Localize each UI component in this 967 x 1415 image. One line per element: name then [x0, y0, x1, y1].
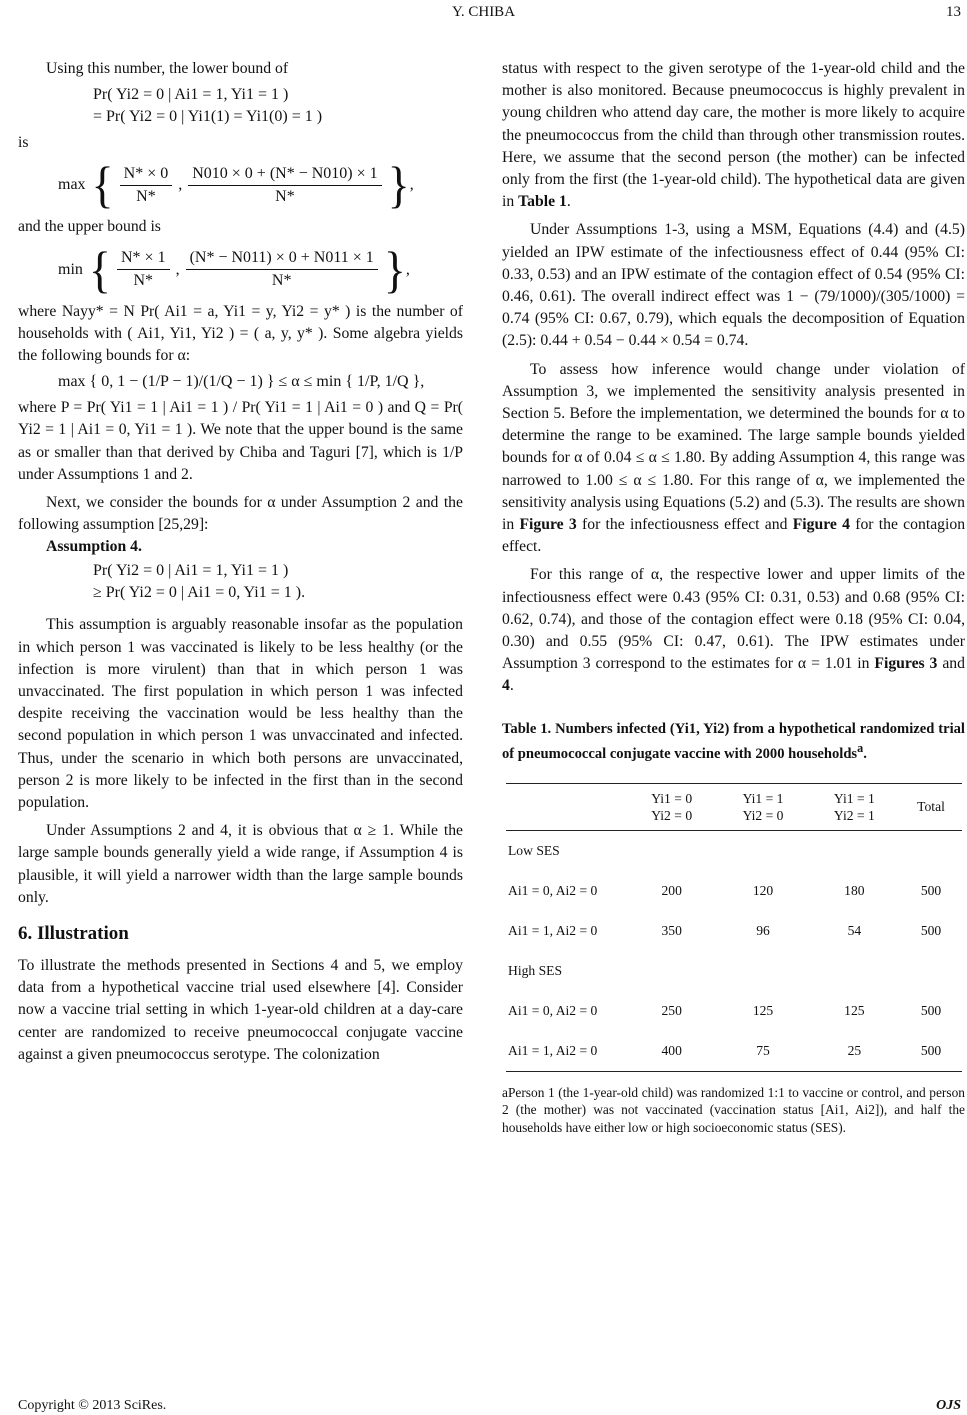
eq2-max: max [58, 176, 86, 194]
eq3-frac-a: $\frac{N* \times 1}{N*}$ [117, 249, 170, 290]
running-header [0, 4, 967, 22]
eq5-line1: Pr( Yi2 = 0 | Ai1 = 1, Yi1 = 1 ) [93, 562, 289, 580]
para-where-2: where P = Pr( Yi1 = 1 | Ai1 = 1 ) / Pr( Yi1 = 1 | Ai1 = 0 ) and Q = Pr( Yi2 = 1 | Ai1 = 0, Yi1 = 1 ). We note that the upper bound is the same as or smaller than that derived by Chiba and Taguri [7], which is 1/P under Assumptions 1 and 2. [18, 399, 463, 483]
equation-assumption-4 [18, 560, 463, 604]
assumption-4-title: Assumption 4. [46, 538, 142, 556]
left-column [18, 58, 463, 1066]
table-row: Ai1 = 1, Ai2 = 0 350 96 54 500 [508, 922, 942, 938]
col-header: Yi1 = 1 Yi2 = 1 [809, 783, 900, 830]
table-group-row: High SES [508, 962, 563, 978]
footer-copyright: Copyright © 2013 SciRes. [18, 1398, 167, 1413]
table-header-row [506, 783, 962, 830]
eq2-left-brace: { [91, 156, 114, 213]
equation-upper-bound: min { $\frac{N* \times 1}{N*}$ , $\frac{(N* - N011) \times 0 + N011 \times 1}{N*}$ } , [58, 241, 410, 298]
para-assumption-reasoning: This assumption is arguably reasonable insofar as the population in which person 1 was vaccinated is likely to be less healthy (or the infection is more virulent) than that in which person 1 was unvaccinated. The first population in which person 1 was infected despite receiving the vaccination would be less healthy than the second population in which person 1 was unvaccinated and infected. Thus, under the scenario in which both persons are unvaccinated, person 2 is more likely to be infected in the first than in the second population. [18, 616, 463, 812]
table-group-row: Low SES [508, 842, 560, 858]
eq3-min: min [58, 260, 83, 278]
eq2-right-brace: } [387, 156, 410, 213]
header-author: Y. CHIBA [451, 4, 516, 20]
figure-4-ref[interactable]: Figure 4 [792, 516, 850, 534]
data-table [506, 783, 962, 1072]
para-intro: Using this number, the lower bound of [46, 60, 289, 77]
eq2-frac-a: $\frac{N* \times 0}{N*}$ [120, 165, 173, 206]
eq4: max { 0, 1 − (1/P − 1)/(1/Q − 1) } ≤ α ≤ min { 1/P, 1/Q }, [58, 373, 425, 391]
para-under-assumptions: Under Assumptions 2 and 4, it is obvious that α ≥ 1. While the large sample bounds generally yield a wide range, if Assumption 4 is plausible, it will yield a narrower width than the large sample bounds only. [18, 822, 463, 906]
figures-4-ref[interactable]: 4 [502, 677, 510, 695]
col-header-total: Total [900, 783, 962, 830]
equation-alpha-bounds [18, 371, 463, 393]
col-header: Yi1 = 1 Yi2 = 0 [717, 783, 808, 830]
header-page-number: 13 [946, 4, 961, 20]
equation-lower-bound-target [18, 84, 463, 128]
table-row: Ai1 = 0, Ai2 = 0 250 125 125 500 [508, 1002, 942, 1018]
para-msm: Under Assumptions 1-3, using a MSM, Equations (4.4) and (4.5) yielded an IPW estimate of the infectiousness effect of 0.44 (95% CI: 0.33, 0.53) and an IPW estimate of the contagion effect of 0.54 (95% CI: 0.46, 0.61). The overall indirect effect was 1 − (79/1000)/(305/1000) = 0.74 (95% CI: 0.67, 0.79), which equals the decomposition of Equation (2.5): 0.44 + 0.54 − 0.44 × 0.54 = 0.74. [502, 221, 965, 350]
eq3-left-brace: { [88, 241, 111, 298]
para-next: Next, we consider the bounds for α under Assumption 2 and the following assumption [25,29]: [18, 494, 463, 534]
eq3-right-brace: } [383, 241, 406, 298]
eq2-frac-b: $\frac{N010 \times 0 + (N* - N010) \times 1}{N*}$ [188, 165, 381, 206]
para-illustration: To illustrate the methods presented in Sections 4 and 5, we employ data from a hypothetical vaccine trial used elsewhere [4]. Consider now a vaccine trial setting in which 1-year-old children at a day-care center are randomized to receive pneumococcal conjugate vaccine against a given pneumococcus serotype. The colonization [18, 957, 463, 1063]
para-upper: and the upper bound is [18, 218, 161, 236]
eq1-line1: Pr( Yi2 = 0 | Ai1 = 1, Yi1 = 1 ) [93, 86, 289, 104]
para-status: status with respect to the given serotype of the 1-year-old child and the mother is also monitored. Because pneumococcus is highly prevalent in young children who attend day care, the mother is more likely to acquire the pneumococcus from the child than through other transmission routes. Here, we assume that the second person (the mother) can be infected only from the first (the 1-year-old child). The hypothetical data are given in Table 1. [502, 60, 965, 211]
right-column [502, 58, 965, 1136]
table-caption: Table 1. Numbers infected (Yi1, Yi2) from a hypothetical randomized trial of pneumococcal conjugate vaccine with 2000 households$^a$. [502, 720, 965, 763]
para-sensitivity: To assess how inference would change under violation of Assumption 3, we implemented the sensitivity analysis presented in Section 5. Before the implementation, we determined the bounds for α to determine the range to be examined. The large sample bounds yielded bounds for α of 0.04 ≤ α ≤ 1.80. By adding Assumption 4, this range was narrowed to 1.00 ≤ α ≤ 1.80. For this range of α, we implemented the sensitivity analysis using Equations (5.2) and (5.3). The results are shown in Figure 3 for the infectiousness effect and Figure 4 for the contagion effect. [502, 360, 966, 556]
equation-lower-bound: max { $\frac{N* \times 0}{N*}$ , $\frac{N010 \times 0 + (N* - N010) \times 1}{N*}$ } , [58, 156, 414, 213]
figure-3-ref[interactable]: Figure 3 [519, 516, 577, 534]
eq1-line2: = Pr( Yi2 = 0 | Yi1(1) = Yi1(0) = 1 ) [93, 108, 323, 126]
table-row: Ai1 = 0, Ai2 = 0 200 120 180 500 [508, 882, 942, 898]
para-where-1: where Nayy* = N Pr( Ai1 = a, Yi1 = y, Yi2 = y* ) is the number of households with ( Ai1, Yi1, Yi2 ) = ( a, y, y* ). Some algebra yields the following bounds for α: [18, 302, 463, 365]
section-title: 6. Illustration [18, 923, 129, 945]
page-footer [0, 1398, 967, 1415]
footer-journal: OJS [936, 1398, 961, 1413]
eq5-line2: ≥ Pr( Yi2 = 0 | Ai1 = 0, Yi1 = 1 ). [93, 584, 306, 602]
para-is: is [18, 134, 29, 152]
figures-3-ref[interactable]: Figures 3 [874, 655, 938, 673]
table-row: Ai1 = 1, Ai2 = 0 400 75 25 500 [506, 1031, 962, 1072]
para-range: For this range of α, the respective lower and upper limits of the infectiousness effect were 0.43 (95% CI: 0.31, 0.53) and 0.68 (95% CI: 0.62, 0.74), and those of the contagion effect were 0.18 (95% CI: 0.04, 0.30) and 0.55 (95% CI: 0.47, 0.61). The IPW estimates under Assumption 3 correspond to the estimates for α = 1.01 in Figures 3 and 4. [502, 566, 965, 695]
col-header: Yi1 = 0 Yi2 = 0 [626, 783, 717, 830]
eq3-frac-b: $\frac{(N* - N011) \times 0 + N011 \times 1}{N*}$ [186, 249, 378, 290]
table-footnote: aPerson 1 (the 1-year-old child) was randomized 1:1 to vaccine or control, and person 2 (the mother) was not vaccinated (vaccination status [Ai1, Ai2]), and half the households have either low or high socioeconomic status (SES). [502, 1084, 965, 1135]
table-1-ref[interactable]: Table 1 [518, 193, 567, 211]
